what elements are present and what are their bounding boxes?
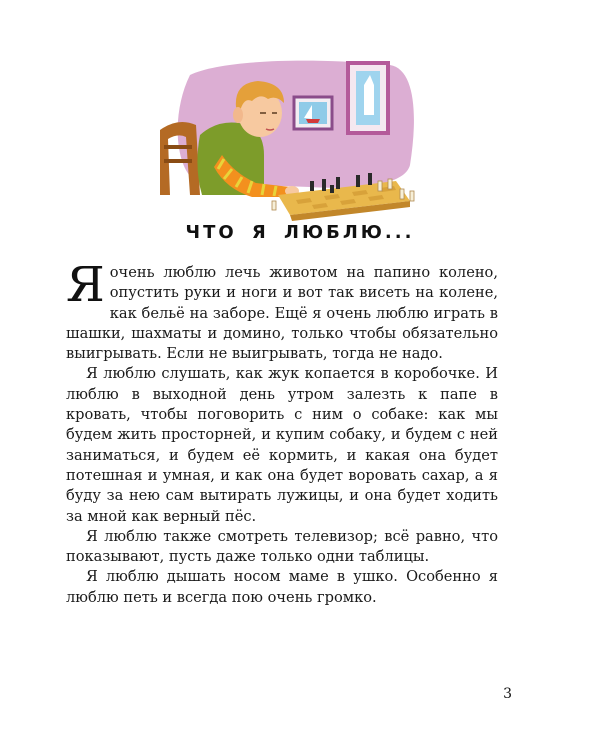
- paragraph-2: Я люблю слушать, как жук копается в коробочке. И люблю в выходной день утром залезть к папе в кровать, чтобы поговорить с ним о собаке: как мы будем жить просторней, и купим собаку, и будем с ней заниматься, и будем её кормить, и какая она будет потешная и умная, и как она будет воровать сахар, а я буду за нею сам вытирать лужицы, и она будет ходить за мной как верный пёс.: [66, 365, 498, 525]
- paragraph-1-text: очень люблю лечь животом на папино колено, опустить руки и ноги и вот так висеть на колене, как бельё на заборе. Ещё я очень люблю играть в шашки, шахматы и домино, только чтобы обязательно выигрывать. Если не выигрывать, тогда не надо.: [66, 264, 498, 363]
- drop-cap: Я: [66, 257, 105, 313]
- paragraph-4: Я люблю дышать носом маме в ушко. Особенно я люблю петь и всегда пою очень громко.: [66, 568, 498, 606]
- page-number: 3: [503, 686, 512, 702]
- chair: [160, 122, 200, 195]
- boy-playing-chess-illustration: [160, 55, 420, 230]
- story-text: [66, 257, 498, 608]
- page-title: ЧТО Я ЛЮБЛЮ...: [185, 222, 415, 243]
- paragraph-3: Я люблю также смотреть телевизор; всё равно, что показывают, пусть даже только одни таблицы.: [66, 527, 498, 566]
- paragraph-1: [66, 257, 498, 364]
